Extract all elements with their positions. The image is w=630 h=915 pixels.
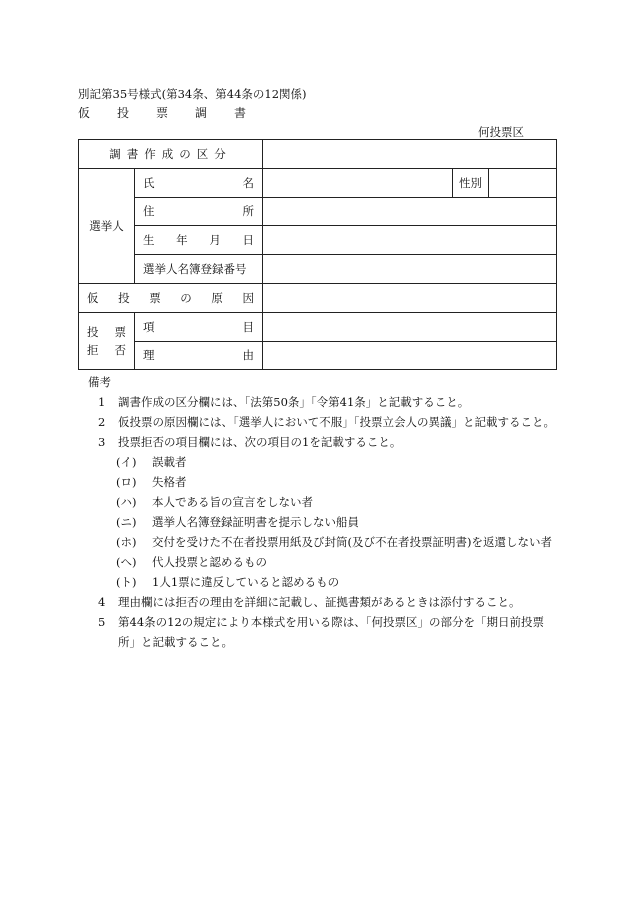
table-row	[79, 140, 557, 169]
dob-label: 年	[176, 233, 188, 248]
table-row	[79, 255, 557, 284]
voting-district: 何投票区	[478, 125, 524, 139]
note-number: 1	[98, 395, 106, 409]
title-char: 票	[156, 106, 169, 120]
sub-item-text: 誤載者	[152, 455, 187, 469]
section-label: 調書作成の区分	[109, 146, 232, 161]
sub-item-label: (へ)	[116, 555, 137, 569]
reason-field[interactable]	[263, 341, 557, 370]
title-char: 調	[195, 106, 208, 120]
address-label: 所	[242, 204, 254, 219]
list-item	[98, 592, 558, 612]
sub-item-text: 1人1票に違反していると認めるもの	[152, 575, 340, 589]
cause-label: 仮	[87, 290, 99, 305]
table-row	[79, 226, 557, 255]
section-value-field[interactable]	[263, 140, 557, 169]
address-field[interactable]	[263, 197, 557, 226]
name-label-cell	[135, 168, 263, 197]
address-label: 住	[143, 204, 155, 219]
list-item	[98, 412, 558, 432]
list-item	[116, 532, 558, 552]
reason-label-cell	[135, 341, 263, 370]
sub-item-text: 本人である旨の宣言をしない者	[152, 495, 313, 509]
name-label: 名	[242, 175, 254, 190]
note-text: 第44条の12の規定により本様式を用いる際は、「何投票区」の部分を「期日前投票所」と記載すること。	[118, 615, 545, 649]
refusal-label: 拒	[87, 343, 99, 358]
note-number: 5	[98, 615, 106, 629]
table-row	[79, 312, 557, 341]
form-title	[78, 104, 273, 121]
table-row	[79, 168, 557, 197]
dob-label: 生	[143, 233, 155, 248]
list-item	[116, 512, 558, 532]
sub-item-label: (ハ)	[116, 495, 137, 509]
cause-label: 票	[149, 290, 161, 305]
dob-label: 日	[242, 233, 254, 248]
name-field[interactable]	[263, 168, 453, 197]
title-char: 投	[117, 106, 130, 120]
sub-item-text: 失格者	[152, 475, 187, 489]
sub-item-text: 交付を受けた不在者投票用紙及び封筒(及び不在者投票証明書)を返還しない者	[152, 535, 552, 549]
remarks-section	[78, 372, 558, 652]
item-field[interactable]	[263, 312, 557, 341]
voter-label: 選挙人	[89, 218, 124, 233]
provisional-vote-table	[78, 139, 557, 370]
list-item	[116, 492, 558, 512]
refusal-label: 投	[87, 325, 99, 340]
sub-item-text: 選挙人名簿登録証明書を提示しない船員	[152, 515, 359, 529]
note-number: 4	[98, 595, 106, 609]
note-number: 3	[98, 435, 106, 449]
refusal-label: 票	[114, 325, 126, 340]
address-label-cell	[135, 197, 263, 226]
item-label-cell	[135, 312, 263, 341]
refusal-label-cell	[79, 312, 135, 370]
sub-item-text: 代人投票と認めるもの	[152, 555, 267, 569]
sub-item-label: (ロ)	[116, 475, 137, 489]
cause-label: の	[180, 290, 192, 305]
dob-label: 月	[209, 233, 221, 248]
list-item	[116, 572, 558, 592]
gender-label: 性別	[459, 175, 482, 190]
registry-label: 選挙人名簿登録番号	[143, 262, 247, 277]
note-number: 2	[98, 415, 106, 429]
note-text: 理由欄には拒否の理由を詳細に記載し、証拠書類があるときは添付すること。	[118, 595, 521, 609]
registry-field[interactable]	[263, 255, 557, 284]
cause-label: 投	[118, 290, 130, 305]
name-label: 氏	[143, 175, 155, 190]
dob-field[interactable]	[263, 226, 557, 255]
cause-label-cell	[79, 283, 263, 312]
voter-label-cell	[79, 168, 135, 283]
list-item	[116, 452, 558, 472]
sub-item-label: (ホ)	[116, 535, 137, 549]
table-row	[79, 341, 557, 370]
cause-label: 因	[242, 290, 254, 305]
form-reference: 別記第35号様式(第34条、第44条の12関係)	[78, 87, 307, 101]
gender-field[interactable]	[489, 168, 557, 197]
gender-label-cell	[453, 168, 489, 197]
refusal-label: 否	[114, 343, 126, 358]
sub-item-label: (イ)	[116, 455, 137, 469]
title-char: 書	[234, 106, 247, 120]
note-text: 投票拒否の項目欄には、次の項目の1を記載すること。	[118, 435, 402, 449]
note-text: 調書作成の区分欄には、「法第50条」「令第41条」と記載すること。	[118, 395, 470, 409]
sub-item-label: (ト)	[116, 575, 137, 589]
registry-label-cell	[135, 255, 263, 284]
cause-field[interactable]	[263, 283, 557, 312]
table-row	[79, 283, 557, 312]
list-item	[116, 472, 558, 492]
list-item	[98, 432, 558, 452]
table-row	[79, 197, 557, 226]
reason-label: 理	[143, 348, 155, 363]
remarks-heading: 備考	[88, 375, 111, 389]
sub-item-label: (ニ)	[116, 515, 137, 529]
list-item	[98, 612, 558, 652]
reason-label: 由	[242, 348, 254, 363]
item-label: 項	[143, 319, 155, 334]
list-item	[116, 552, 558, 572]
title-char: 仮	[78, 106, 91, 120]
note-text: 仮投票の原因欄には、「選挙人において不服」「投票立会人の異議」と記載すること。	[118, 415, 555, 429]
item-label: 目	[242, 319, 254, 334]
cause-label: 原	[211, 290, 223, 305]
list-item	[98, 392, 558, 412]
section-label-cell	[79, 140, 263, 169]
dob-label-cell	[135, 226, 263, 255]
